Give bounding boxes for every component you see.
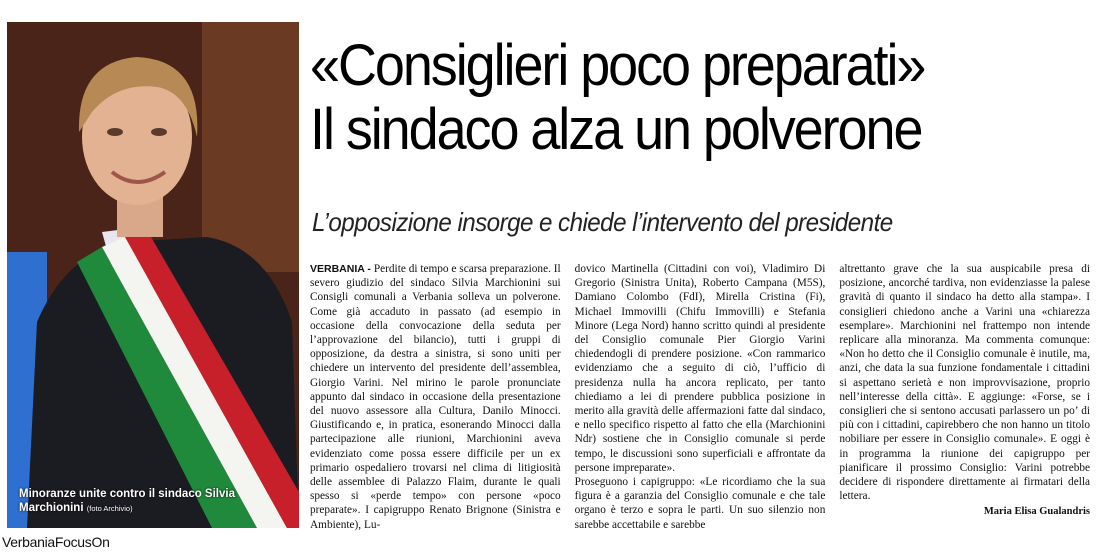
dateline: VERBANIA - [310,263,374,275]
byline: Maria Elisa Gualandris [983,506,1091,518]
article-column-3 [839,262,1090,532]
subheadline: L’opposizione insorge e chiede l’intervento del presidente [312,207,893,237]
headline-line-2: Il sindaco alza un polverone [310,97,922,162]
article-column-1 [310,262,561,532]
article-body [310,262,1090,532]
source-watermark: VerbaniaFocusOn [2,534,110,550]
column-3-text: altrettanto grave che la sua auspicabile presa di posizione, ancorché tardiva, non evidenziasse la palese gravità di quanto il sindaco ha detto alla stampa». I consiglieri chiedono anche a Varini una «chiarezza esemplare». Marchionini nel frattempo non intende replicare alla minoranza. Ma commenta comunque: «Non ho detto che il Consiglio comunale è inutile, ma, anzi, che data la sua funzione fondamentale i cittadini si aspettano serietà e non improvvisazione, proprio nell’interesse della città». E aggiunge: «Forse, se i consiglieri che si sentono accusati parlassero un po’ di più con i cittadini, capirebbero che non hanno un titolo nobiliare per essere in Consiglio comunale». E oggi è in programma la riunione dei capigruppo per pianificare il prossimo Consiglio: Varini potrebbe decidere di rispondere direttamente ai firmatari della lettera. [839,263,1091,503]
column-2-paragraph-2: Proseguono i capigruppo: «Le ricordiamo che la sua figura è a garanzia del Consiglio comunale e che tale organo è terzo e sopra le parti. Un suo silenzio non sarebbe accettabile e sarebbe [574,476,826,531]
portrait-illustration [7,22,299,528]
column-2-text: dovico Martinella (Cittadini con voi), Vladimiro Di Gregorio (Sinistra Unita), Roberto Campana (M5S), Damiano Colombo (FdI), Mirella Cristina (Fi), Michael Immovilli (Chifu Immovilli) e Stefania Minore (Lega Nord) hanno scritto quindi al presidente del Consiglio comunale Pier Giorgio Varini chiedendogli di prendere posizione. «Con rammarico evidenziamo che a seguito di ciò, l’ufficio di presidenza nulla ha ancora replicato, per tanto chiediamo a lei di prendere pubblica posizione in merito alla gravità delle affermazioni fatte dal sindaco, e nello specifico rispetto al fatto che ella (Marchionini Ndr) sostiene che in Consiglio comunale si perde tempo, le discussioni sono superficiali e affrontate da persone impreparate». [574,263,826,474]
photo-caption [19,487,259,516]
article-column-2 [575,262,826,532]
headline-line-1: «Consiglieri poco preparati» [310,33,925,98]
caption-text: Minoranze unite contro il sindaco Silvia Marchionini [19,488,235,514]
photo-credit: (foto Archivio) [86,504,133,513]
portrait-photo [7,22,299,528]
column-1-text: Perdite di tempo e scarsa preparazione. Il severo giudizio del sindaco Silvia Marchionini sui Consigli comunali a Verbania solleva un polverone. Come già accaduto in passato (ad esempio in occasione della convocazione della seduta per l’approvazione del bilancio), tutti i gruppi di opposizione, da destra a sinistra, si sono uniti per chiedere un intervento del presidente dell’assemblea, Giorgio Varini. Nel mirino le parole pronunciate appunto dal sindaco in occasione della presentazione del nuovo assessore alla Cultura, Danilo Minocci. Giustificando e, in pratica, esonerando Minocci dalla partecipazione alle riunioni, Marchionini aveva evidenziato come possa essere difficile per un ex primario ospedaliero trovarsi nel clima di litigiosità delle assemblee di Palazzo Flaim, durante le quali spesso si «perde tempo» con persone «poco preparate». I capigruppo Renato Brignone (Sinistra e Ambiente), Lu- [310,263,561,531]
headline [310,34,1035,162]
